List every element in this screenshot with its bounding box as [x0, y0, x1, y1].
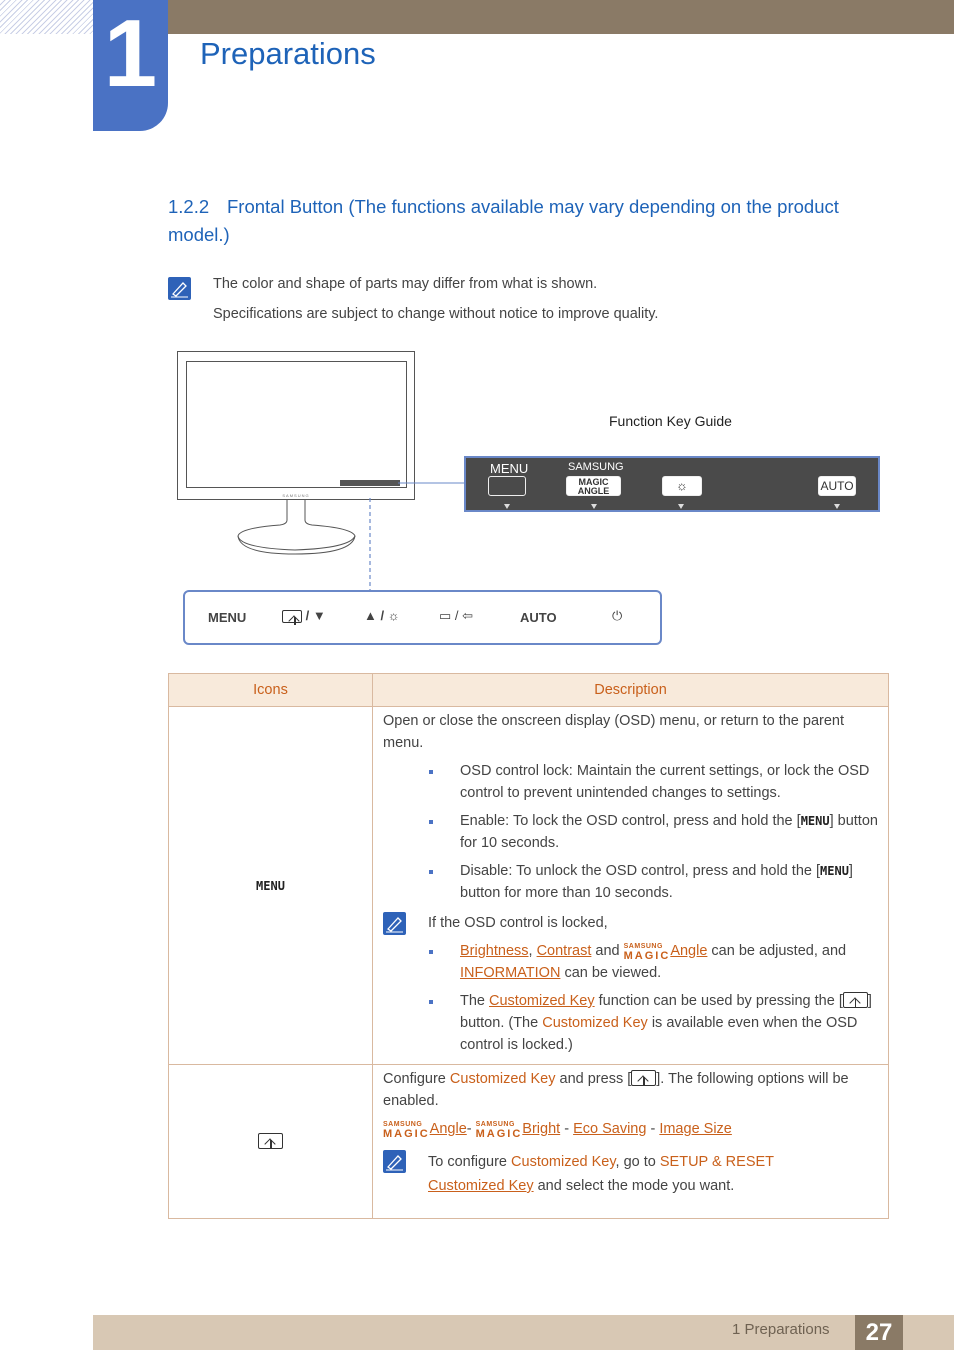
list-item: OSD control lock: Maintain the current settings, or lock the OSD control to prevent unintended changes to settings.	[383, 760, 880, 804]
chapter-number: 1	[103, 0, 158, 107]
function-key-guide-panel	[464, 456, 880, 512]
list-item: Brightness, Contrast and SAMSUNG MAGIC Angle can be adjusted, and INFORMATION can be viewed.	[428, 940, 880, 984]
footer-chapter-label: 1 Preparations	[732, 1321, 830, 1338]
configure-note	[383, 1150, 880, 1198]
page-number: 27	[855, 1315, 903, 1350]
setup-reset-term: SETUP & RESET	[659, 1154, 775, 1170]
custom-key-options: SAMSUNG MAGIC Angle- SAMSUNG MAGIC Bright - Eco Saving - Image Size	[383, 1121, 732, 1140]
configure-note-text: To configure Customized Key, go to SETUP & RESET Customized Key and select the mode you want.	[428, 1154, 775, 1194]
contrast-link[interactable]: Contrast	[536, 943, 592, 959]
guide-arrow-icon	[591, 504, 597, 509]
menu-key-glyph: MENU	[800, 814, 830, 828]
guide-magic-text: MAGIC	[578, 477, 609, 487]
note-pencil-icon	[383, 912, 406, 935]
bar-menu-label: MENU	[208, 610, 247, 625]
eco-saving-link[interactable]: Eco Saving	[573, 1121, 647, 1137]
guide-arrow-icon	[678, 504, 684, 509]
samsung-magic-logo: SAMSUNG MAGIC	[475, 1121, 523, 1140]
function-key-guide-label: Function Key Guide	[609, 413, 732, 429]
guide-auto-key	[818, 476, 856, 496]
header-hatch-pattern	[0, 0, 93, 34]
guide-menu-key	[488, 476, 526, 496]
menu-intro: Open or close the onscreen display (OSD) menu, or return to the parent menu.	[383, 713, 845, 751]
lock-note-text: If the OSD control is locked,	[428, 915, 608, 931]
note-pencil-icon	[383, 1150, 406, 1173]
customized-key-term: Customized Key	[542, 1015, 648, 1031]
guide-arrow-icon	[504, 504, 510, 509]
custom-key-down-icon: / ▼	[282, 608, 326, 623]
customized-key-icon	[631, 1070, 656, 1086]
samsung-magic-logo: SAMSUNG MAGIC	[383, 1121, 430, 1140]
monitor-illustration	[177, 351, 415, 500]
custom-key-icon-cell	[169, 1065, 373, 1219]
angle-option-link[interactable]: Angle	[429, 1121, 467, 1137]
note-pencil-icon	[168, 277, 191, 300]
menu-icon: MENU	[256, 878, 285, 893]
monitor-brand: SAMSUNG	[282, 493, 310, 498]
guide-samsung-label: SAMSUNG	[568, 461, 624, 473]
monitor-stand-drawing	[230, 498, 370, 558]
chapter-title: Preparations	[200, 36, 376, 71]
list-item: Enable: To lock the OSD control, press and hold the [MENU] button for 10 seconds.	[383, 810, 880, 854]
section-title: Frontal Button (The functions available may vary depending on the product model.)	[168, 196, 839, 245]
section-heading	[168, 193, 868, 249]
customized-key-term: Customized Key	[511, 1154, 616, 1170]
up-brightness-icon: ▲ / ☼	[364, 608, 400, 623]
image-size-link[interactable]: Image Size	[659, 1121, 732, 1137]
note-text-2: Specifications are subject to change without notice to improve quality.	[213, 306, 659, 322]
note-text-1: The color and shape of parts may differ from what is shown.	[213, 276, 598, 292]
icon-description-table	[168, 673, 889, 1219]
angle-link[interactable]: Angle	[670, 943, 708, 959]
guide-angle-text: ANGLE	[577, 486, 610, 496]
samsung-magic-logo: SAMSUNG MAGIC	[623, 943, 671, 962]
table-row	[169, 707, 889, 1065]
brightness-icon: ☼	[676, 478, 688, 493]
guide-brightness-key	[662, 476, 702, 496]
guide-auto-text: AUTO	[820, 479, 854, 493]
table-row	[169, 1065, 889, 1219]
menu-key-glyph: MENU	[820, 864, 849, 878]
section-number: 1.2.2	[168, 196, 210, 217]
list-item: The Customized Key function can be used by pressing the [ ] button. (The Customized Key is available even when the OSD control is locked.)	[428, 990, 880, 1056]
list-item: Disable: To unlock the OSD control, press and hold the [MENU] button for more than 10 seconds.	[383, 860, 880, 904]
custom-key-intro: Configure Customized Key and press [ ]. The following options will be enabled.	[383, 1071, 849, 1109]
menu-icon-cell	[169, 707, 373, 1065]
guide-magic-angle-key	[566, 476, 621, 496]
note-block	[168, 277, 191, 305]
information-link[interactable]: INFORMATION	[460, 965, 561, 981]
guide-menu-label: MENU	[490, 461, 529, 476]
bar-auto-label: AUTO	[520, 610, 557, 625]
lock-note	[383, 912, 880, 1056]
frontal-button-bar	[183, 590, 662, 645]
customized-key-link[interactable]: Customized Key	[489, 993, 595, 1009]
customized-key-icon	[843, 992, 868, 1008]
icons-header: Icons	[169, 674, 373, 707]
menu-description-cell	[373, 707, 889, 1065]
table-header-row	[169, 674, 889, 707]
brightness-link[interactable]: Brightness	[460, 943, 529, 959]
description-header: Description	[373, 674, 889, 707]
monitor-screen	[186, 361, 407, 488]
bright-option-link[interactable]: Bright	[522, 1121, 561, 1137]
guide-arrow-icon	[834, 504, 840, 509]
customized-key-term: Customized Key	[449, 1071, 556, 1087]
callout-lines	[365, 480, 465, 592]
power-icon: ⏻	[612, 608, 623, 623]
customized-key-menu-link[interactable]: Customized Key	[428, 1178, 534, 1194]
customized-key-icon	[258, 1133, 283, 1149]
custom-key-description-cell	[373, 1065, 889, 1219]
source-enter-icon: ▭ / ⇦	[439, 608, 474, 623]
header-bar	[93, 0, 954, 34]
